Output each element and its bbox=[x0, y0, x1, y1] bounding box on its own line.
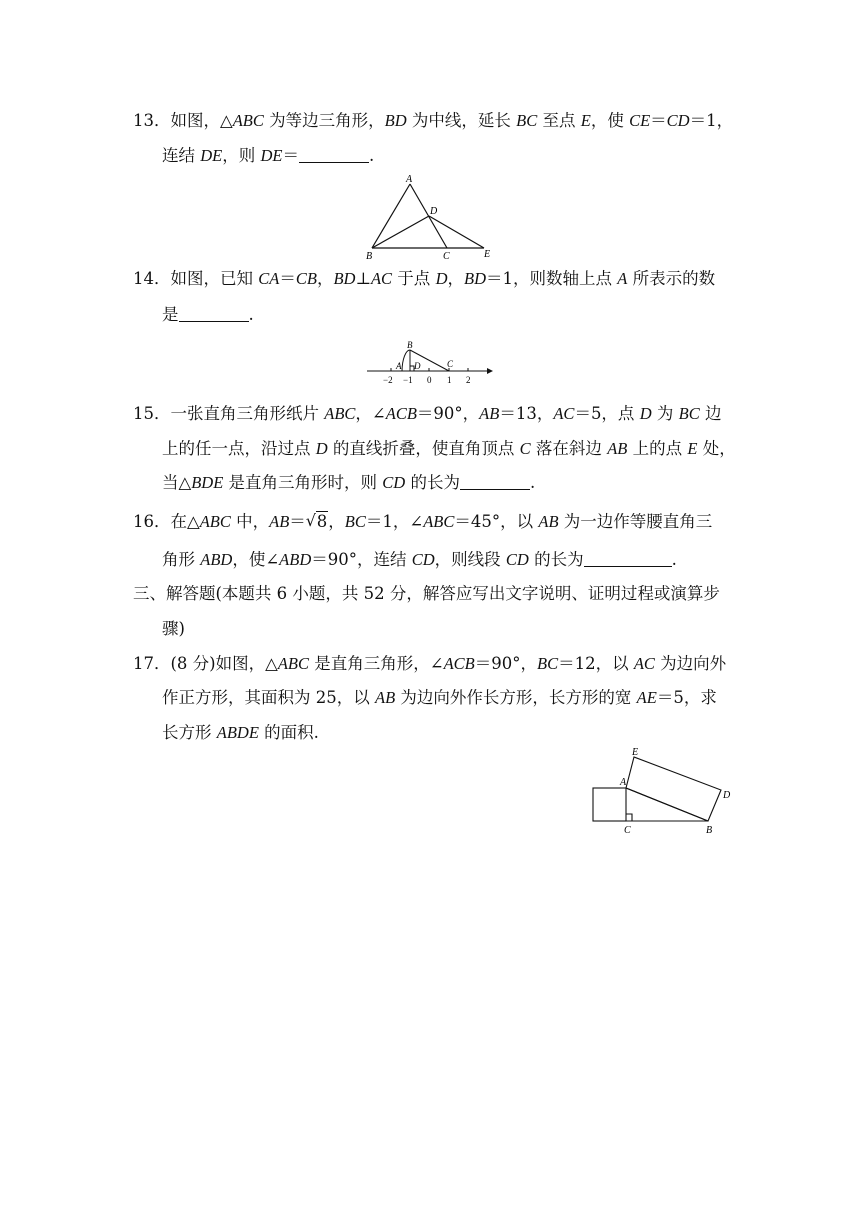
q14-text: D bbox=[435, 269, 448, 288]
q14-text: 是 bbox=[162, 305, 179, 324]
q13-text: DE bbox=[200, 146, 223, 165]
q15-text: 处， bbox=[697, 439, 736, 458]
q16-text: ，则线段 bbox=[434, 550, 506, 569]
q14-label-c: C bbox=[447, 359, 454, 369]
q16-text: ABC bbox=[423, 512, 455, 531]
q15-line-2 bbox=[162, 438, 736, 460]
q16-text: . bbox=[671, 550, 677, 569]
q14-figure bbox=[365, 338, 495, 388]
q15-text: 是直角三角形时，则 bbox=[223, 473, 383, 492]
q14-text: ＝ bbox=[279, 269, 296, 288]
q15-text: ACB bbox=[385, 404, 417, 423]
q14-axis-arrow-icon bbox=[487, 368, 493, 374]
q17-label-d: D bbox=[723, 790, 731, 801]
q15-text: D bbox=[639, 404, 652, 423]
q16-text: ＝90°，连结 bbox=[311, 550, 412, 569]
sqrt-argument: 8 bbox=[316, 512, 328, 531]
q15-text: 落在斜边 bbox=[530, 439, 608, 458]
q13-text: ＝ bbox=[650, 111, 667, 130]
q14-text: ＝1，则数轴上点 bbox=[485, 269, 618, 288]
q17-figure bbox=[588, 742, 738, 838]
radical-sign-icon: √ bbox=[305, 511, 316, 530]
q13-label-a: A bbox=[406, 174, 413, 185]
answer-blank bbox=[460, 473, 530, 490]
q15-text: ，∠ bbox=[355, 404, 386, 423]
q17-line-2 bbox=[162, 687, 717, 709]
q13-text: CD bbox=[666, 111, 690, 130]
q17-square bbox=[593, 788, 626, 821]
q13-number: 13． bbox=[133, 111, 171, 130]
q16-text: AB bbox=[538, 512, 559, 531]
q16-text: CD bbox=[505, 550, 529, 569]
q15-text: 一张直角三角形纸片 bbox=[170, 404, 325, 423]
q13-line-1 bbox=[133, 110, 733, 132]
q15-text: AC bbox=[553, 404, 575, 423]
q14-label-a: A bbox=[396, 361, 402, 371]
q17-label-a: A bbox=[620, 777, 627, 788]
q15-text: 边 bbox=[699, 404, 722, 423]
sqrt-radical bbox=[306, 511, 329, 533]
q13-label-c: C bbox=[443, 251, 450, 262]
q14-text: . bbox=[248, 305, 254, 324]
q15-text: E bbox=[687, 439, 698, 458]
q15-line-3 bbox=[162, 472, 535, 494]
q13-text: ＝1， bbox=[689, 111, 734, 130]
q17-text: AC bbox=[633, 654, 655, 673]
q15-text: 的长为 bbox=[405, 473, 460, 492]
q15-text: D bbox=[315, 439, 328, 458]
q16-text: ，使∠ bbox=[232, 550, 280, 569]
q13-text: ，使 bbox=[590, 111, 630, 130]
q13-label-e: E bbox=[484, 249, 491, 260]
q15-text: 为 bbox=[651, 404, 679, 423]
section-3-heading-cont: 骤) bbox=[162, 619, 185, 638]
q14-text: ， bbox=[316, 269, 334, 288]
q13-segment-ab bbox=[372, 184, 410, 248]
q16-text: 的长为 bbox=[528, 550, 584, 569]
q17-text: ABDE bbox=[216, 723, 259, 742]
answer-blank bbox=[584, 550, 672, 567]
q13-figure bbox=[360, 170, 500, 262]
q16-text: 在△ bbox=[170, 512, 200, 531]
q14-tick-label: 2 bbox=[466, 375, 471, 385]
q17-text: 是直角三角形，∠ bbox=[308, 654, 444, 673]
q15-text: CD bbox=[382, 473, 406, 492]
q14-text: CA bbox=[258, 269, 280, 288]
section-3-heading: 三、解答题(本题共 6 小题，共 52 分，解答应写出文字说明、证明过程或演算步 bbox=[133, 584, 720, 603]
q14-line-1 bbox=[133, 268, 715, 290]
q17-text: ＝5，求 bbox=[656, 688, 717, 707]
q16-line-1 bbox=[133, 511, 712, 533]
answer-blank bbox=[299, 146, 369, 163]
q15-text: ＝90°， bbox=[416, 404, 480, 423]
q14-label-b: B bbox=[407, 340, 413, 350]
q17-text: AB bbox=[375, 688, 396, 707]
q17-text: 作正方形，其面积为 25，以 bbox=[162, 688, 375, 707]
q13-text: 为中线，延长 bbox=[406, 111, 517, 130]
q15-text: BC bbox=[678, 404, 700, 423]
q15-text: AB bbox=[607, 439, 628, 458]
q16-text: ABD bbox=[279, 550, 312, 569]
q16-line-2 bbox=[162, 549, 677, 571]
q13-text: E bbox=[580, 111, 591, 130]
q15-number: 15． bbox=[133, 404, 171, 423]
q13-text: BC bbox=[516, 111, 538, 130]
q16-text: ， bbox=[328, 512, 345, 531]
q13-label-d: D bbox=[430, 206, 438, 217]
q17-text: (8 分)如图，△ bbox=[170, 654, 278, 673]
q13-text: 至点 bbox=[537, 111, 581, 130]
q13-line-2 bbox=[162, 145, 374, 167]
q16-text: ＝45°，以 bbox=[454, 512, 539, 531]
q14-tick-label: 0 bbox=[427, 375, 432, 385]
q14-text: 于点 bbox=[392, 269, 436, 288]
q14-text: ， bbox=[447, 269, 464, 288]
q14-text: BD bbox=[333, 269, 356, 288]
q14-tick-label: −2 bbox=[383, 375, 393, 385]
answer-blank bbox=[179, 305, 249, 322]
q17-text: 为边向外 bbox=[654, 654, 727, 673]
q16-text: 为一边作等腰直角三 bbox=[558, 512, 713, 531]
q13-text: . bbox=[369, 146, 375, 165]
q16-text: ＝ bbox=[289, 512, 306, 531]
q17-text: AE bbox=[636, 688, 657, 707]
q17-text: 为边向外作长方形，长方形的宽 bbox=[395, 688, 637, 707]
q14-text: 如图，已知 bbox=[170, 269, 259, 288]
q17-text: ABC bbox=[277, 654, 309, 673]
q17-number: 17． bbox=[133, 654, 171, 673]
q17-text: 长方形 bbox=[162, 723, 217, 742]
q13-text: 连结 bbox=[162, 146, 201, 165]
q14-text: CB bbox=[295, 269, 317, 288]
q17-text: 的面积. bbox=[258, 723, 319, 742]
q15-text: AB bbox=[479, 404, 500, 423]
q17-rectangle-abde bbox=[626, 757, 721, 821]
q16-text: BC bbox=[344, 512, 366, 531]
q14-text: A bbox=[617, 269, 628, 288]
q17-text: ＝12，以 bbox=[558, 654, 634, 673]
q13-text: 如图，△ bbox=[170, 111, 233, 130]
q13-text: ，则 bbox=[222, 146, 261, 165]
q17-text: ＝90°， bbox=[474, 654, 537, 673]
q13-segment-bd bbox=[372, 216, 429, 248]
q14-line-2 bbox=[162, 304, 254, 326]
q13-text: ABC bbox=[232, 111, 264, 130]
q16-text: ＝1，∠ bbox=[365, 512, 424, 531]
q15-text: 上的任一点，沿过点 bbox=[162, 439, 316, 458]
q15-text: C bbox=[519, 439, 531, 458]
q16-text: AB bbox=[269, 512, 290, 531]
q15-text: BDE bbox=[191, 473, 224, 492]
q16-text: ABC bbox=[199, 512, 231, 531]
q14-text: ⊥ bbox=[355, 269, 371, 288]
q14-text: BD bbox=[463, 269, 486, 288]
q15-text: ABC bbox=[324, 404, 356, 423]
q16-text: CD bbox=[411, 550, 435, 569]
q17-text: ACB bbox=[443, 654, 475, 673]
q13-text: DE bbox=[260, 146, 283, 165]
q15-text: . bbox=[529, 473, 536, 492]
q16-text: 角形 bbox=[162, 550, 201, 569]
q14-text: 所表示的数 bbox=[627, 269, 716, 288]
q14-number: 14． bbox=[133, 269, 171, 288]
q16-text: 中， bbox=[230, 512, 270, 531]
q17-line-3 bbox=[162, 722, 319, 744]
q15-text: 的直线折叠，使直角顶点 bbox=[327, 439, 520, 458]
q14-tick-label: −1 bbox=[403, 375, 413, 385]
q17-text: BC bbox=[536, 654, 559, 673]
q15-line-1 bbox=[133, 403, 721, 425]
q14-label-d: D bbox=[414, 361, 421, 371]
q14-tick-label: 1 bbox=[447, 375, 452, 385]
q13-text: 为等边三角形， bbox=[263, 111, 385, 130]
q14-text: AC bbox=[370, 269, 393, 288]
q16-number: 16． bbox=[133, 512, 171, 531]
q13-text: CE bbox=[629, 111, 651, 130]
q13-text: ＝ bbox=[282, 146, 299, 165]
q15-text: 当△ bbox=[162, 473, 192, 492]
q13-label-b: B bbox=[366, 251, 373, 262]
q15-text: ＝13， bbox=[499, 404, 554, 423]
q13-text: BD bbox=[384, 111, 407, 130]
q15-text: 上的点 bbox=[627, 439, 688, 458]
q17-label-e: E bbox=[632, 747, 639, 758]
q17-label-b: B bbox=[706, 825, 713, 836]
q17-label-c: C bbox=[624, 825, 631, 836]
q14-arc bbox=[402, 350, 410, 371]
q17-line-1 bbox=[133, 653, 726, 675]
q16-text: ABD bbox=[200, 550, 233, 569]
q15-text: ＝5，点 bbox=[574, 404, 640, 423]
q17-right-angle bbox=[626, 814, 632, 821]
